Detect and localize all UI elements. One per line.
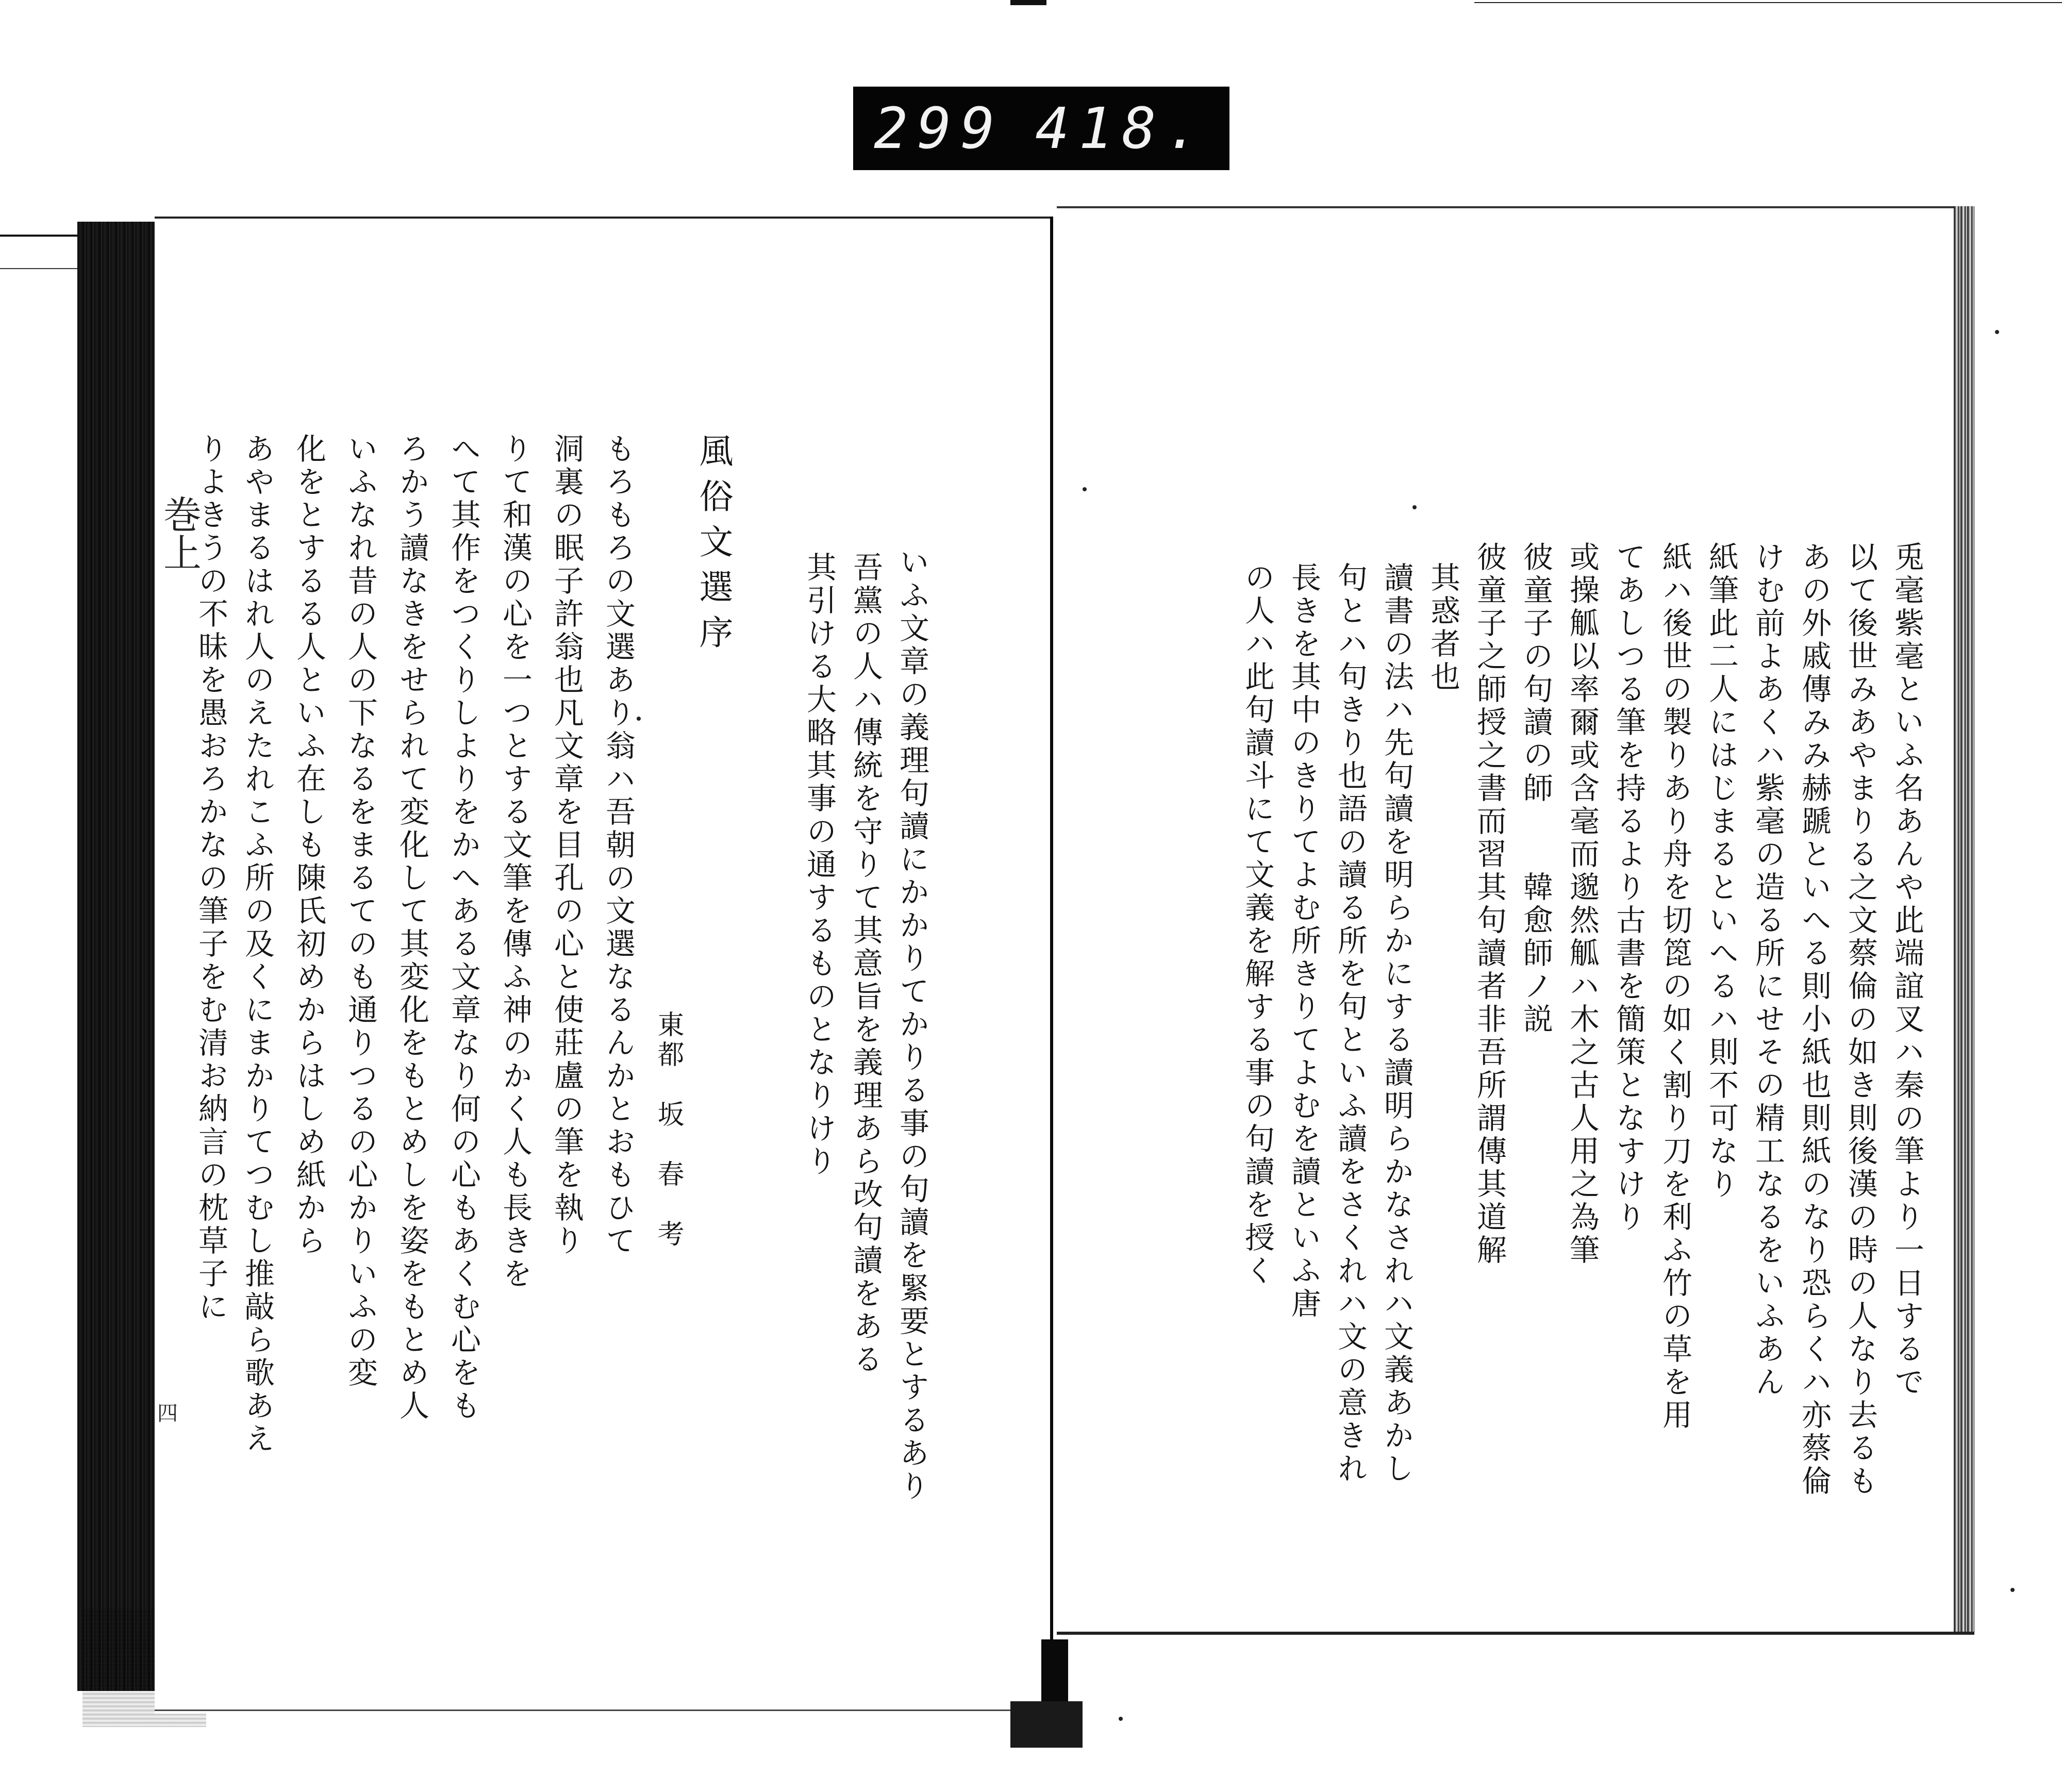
right-col-6: 紙ハ後世の製りあり舟を切箆の如く割り刀を利ふ竹の草を用 xyxy=(1657,541,1692,1432)
label-left-number: 299 xyxy=(874,95,1004,161)
paper-speck xyxy=(1995,330,1999,334)
paper-speck xyxy=(2010,1588,2015,1592)
left-edge-line xyxy=(0,235,82,237)
left-col-2: 吾黨の人ハ傳統を守りて其意旨を義理あら改句讀をある xyxy=(848,552,883,1376)
right-page-bottom-edge xyxy=(1057,1632,1974,1635)
paper-speck xyxy=(1119,1717,1123,1721)
left-col-6: もろもろの文選あり翁ハ吾朝の文選なるんかとおもひて xyxy=(601,433,636,1258)
right-col-3: あの外戚傳みみ赫蹏といへる則小紙也則紙のなり恐らくハ亦蔡倫 xyxy=(1797,541,1832,1498)
label-right-number: 418. xyxy=(1035,95,1209,161)
left-col-12: 化をとするる人といふ在しも陳氏初めからはしめ紙から xyxy=(291,433,326,1258)
folio-mark: 四 xyxy=(157,1402,178,1425)
scanner-top-line xyxy=(1474,2,2062,3)
book-gutter-line xyxy=(1050,217,1053,1696)
left-col-3: 其引ける大略其事の通するものとなりけり xyxy=(802,552,837,1179)
left-edge-line-secondary xyxy=(0,268,77,269)
left-col-10: ろかう讀なきをせられて変化して其変化をもとめしを姿をもとめ人 xyxy=(394,433,429,1423)
right-col-10: 彼童子之師授之書而習其句讀者非吾所謂傳其道解 xyxy=(1472,541,1507,1267)
right-col-5: 紙筆此二人にはじまるといへるハ則不可なり xyxy=(1704,541,1739,1201)
right-col-2: 以て後世みあやまりる之文蔡倫の如き則後漢の時の人なり去るも xyxy=(1843,541,1878,1498)
left-col-8: りて和漢の心を一つとする文筆を傳ふ神のかく人も長きを xyxy=(497,433,533,1291)
scanner-top-mark xyxy=(1010,0,1046,5)
left-page-bottom-edge xyxy=(155,1710,1052,1711)
left-col-7: 洞裏の眠子許翁也凡文章を目孔の心と使莊盧の筆を執り xyxy=(549,433,584,1258)
book-gutter-base xyxy=(1010,1701,1083,1748)
right-col-1: 兎毫紫毫といふ名あんや此端誼叉ハ秦の筆より一日するで xyxy=(1889,541,1924,1399)
paper-speck xyxy=(637,717,641,721)
right-col-11: 其惑者也 xyxy=(1425,562,1460,694)
right-col-15: の人ハ此句讀斗にて文義を解する事の句讀を授く xyxy=(1240,562,1275,1288)
section-title: 風俗文選序 xyxy=(693,433,733,660)
right-col-9: 彼童子の句讀の師 韓愈師ノ説 xyxy=(1518,541,1553,1036)
volume-margin-mark: 巻上 xyxy=(157,495,202,571)
right-col-7: てあしつる筆を持るより古書を簡策となすけり xyxy=(1611,541,1646,1234)
right-col-13: 句とハ句きり也語の讀る所を句といふ讀をさくれハ文の意きれ xyxy=(1333,562,1368,1486)
right-col-14: 長きを其中のきりてよむ所きりてよむを讀といふ唐 xyxy=(1286,562,1321,1321)
left-col-14: りよきうの不昧を愚おろかなの筆子をむ清お納言の枕草子に xyxy=(193,433,228,1324)
left-col-9: へて其作をつくりしよりをかへある文章なり何の心もあくむ心をも xyxy=(446,433,481,1423)
right-col-8: 或操觚以率爾或含毫而邈然觚ハ木之古人用之為筆 xyxy=(1565,541,1600,1267)
right-col-4: けむ前よあくハ紫毫の造る所にせその精工なるをいふあん xyxy=(1750,541,1785,1399)
left-col-1: いふ文章の義理句讀にかかりてかりる事の句讀を緊要とするあり xyxy=(894,546,929,1503)
paper-speck xyxy=(1412,505,1417,509)
right-page-fore-edge xyxy=(1954,206,1974,1634)
paper-speck xyxy=(1083,487,1087,491)
author-line: 東都 坂 春 考 xyxy=(653,1010,684,1250)
right-col-12: 讀書の法ハ先句讀を明らかにする讀明らかなされハ文義あかし xyxy=(1379,562,1414,1486)
left-col-13: あやまるはれ人のえたれこふ所の及くにまかりてつむし推敲ら歌あえ xyxy=(240,433,275,1456)
book-spine-shadow xyxy=(77,222,155,1691)
left-col-11: いふなれ昔の人の下なるをまるてのも通りつるの心かりいふの変 xyxy=(343,433,378,1390)
call-number-label xyxy=(853,87,1229,170)
